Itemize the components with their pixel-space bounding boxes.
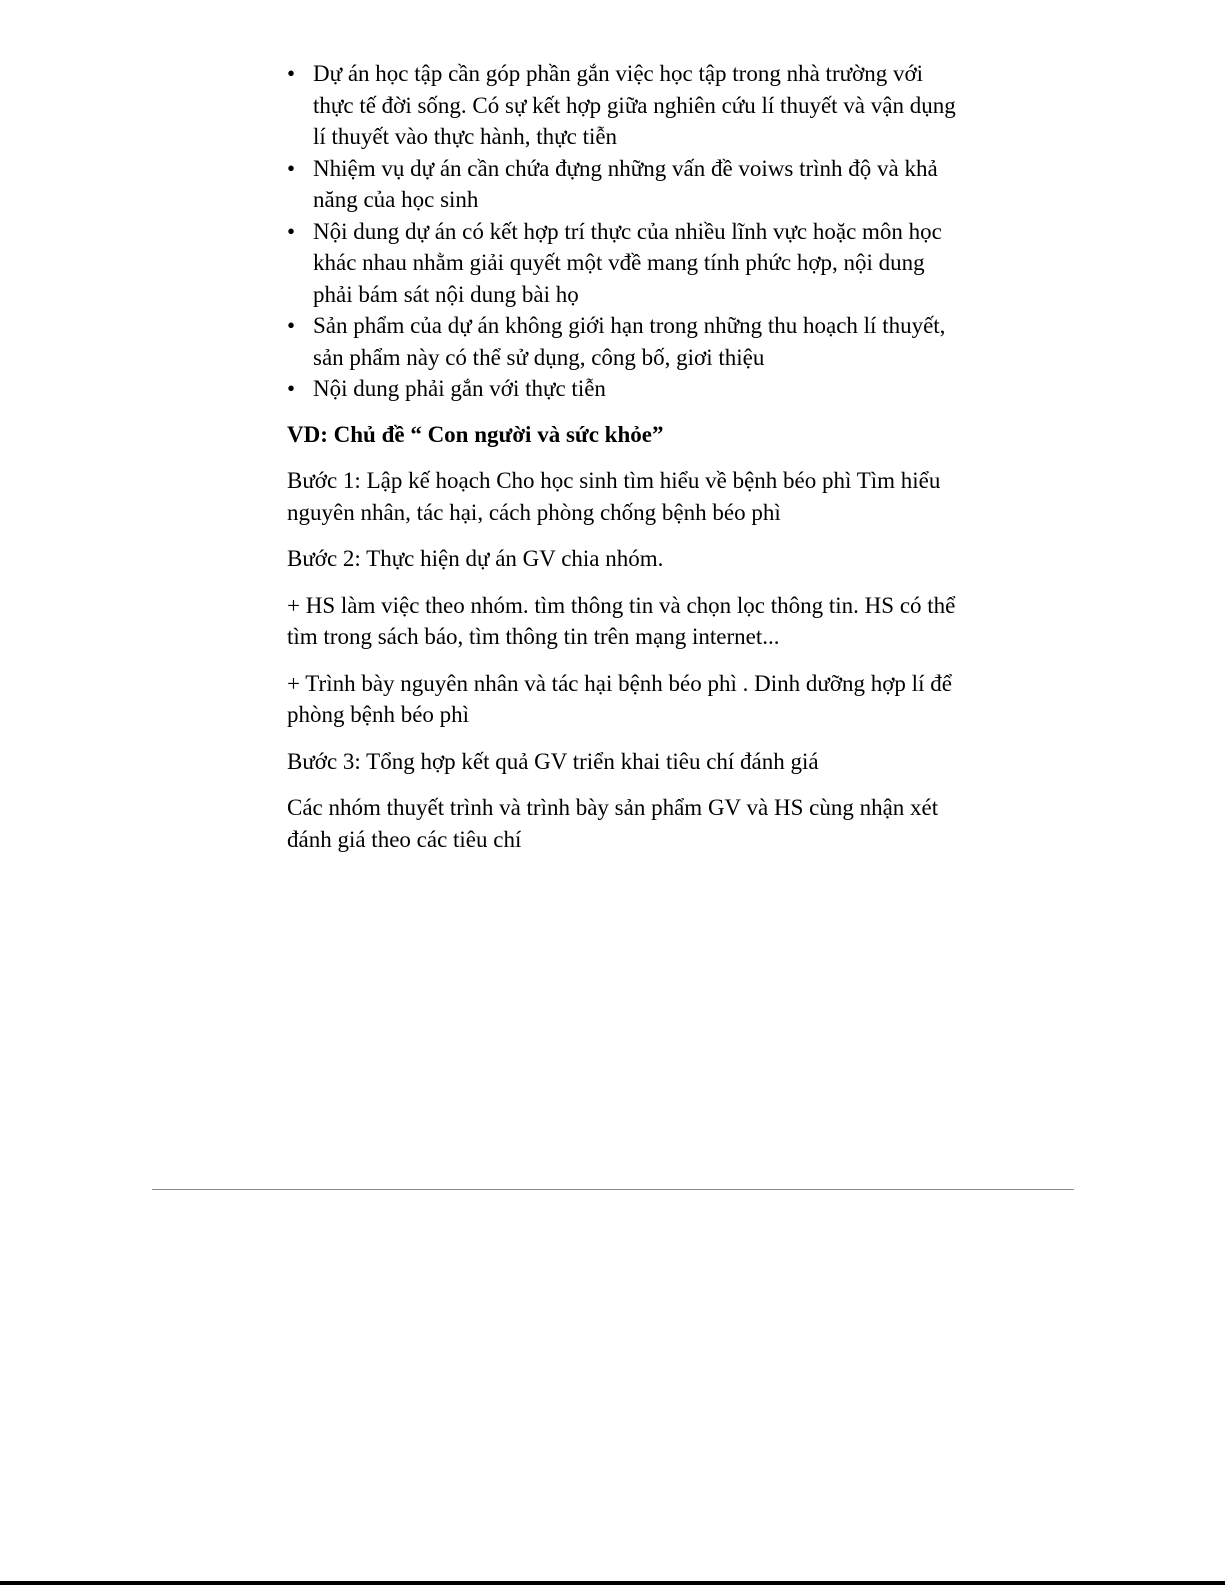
bullet-icon: • bbox=[287, 313, 296, 338]
bullet-icon: • bbox=[287, 61, 296, 86]
group-work-paragraph: + HS làm việc theo nhóm. tìm thông tin và chọn lọc thông tin. HS có thể tìm trong sách báo, tìm thông tin trên mạng internet... bbox=[287, 592, 956, 649]
step-1-paragraph: Bước 1: Lập kế hoạch Cho học sinh tìm hiểu về bệnh béo phì Tìm hiểu nguyên nhân, tác hại, cách phòng chống bệnh béo phì bbox=[287, 468, 941, 525]
step-2-paragraph: Bước 2: Thực hiện dự án GV chia nhóm. bbox=[287, 546, 664, 571]
requirements-list bbox=[287, 58, 967, 405]
list-item bbox=[287, 58, 967, 153]
evaluation-paragraph: Các nhóm thuyết trình và trình bày sản phẩm GV và HS cùng nhận xét đánh giá theo các tiêu chí bbox=[287, 795, 939, 852]
example-heading: VD: Chủ đề “ Con người và sức khỏe” bbox=[287, 421, 664, 447]
list-item-text: Dự án học tập cần góp phần gắn việc học tập trong nhà trường với thực tế đời sống. Có sự kết hợp giữa nghiên cứu lí thuyết và vận dụng lí thuyết vào thực hành, thực tiễn bbox=[313, 61, 956, 149]
footer-divider bbox=[152, 1189, 1074, 1190]
page-bottom-edge bbox=[0, 1581, 1225, 1585]
list-item-text: Nhiệm vụ dự án cần chứa đựng những vấn đề voiws trình độ và khả năng của học sinh bbox=[313, 155, 938, 212]
bullet-icon: • bbox=[287, 218, 296, 244]
list-item bbox=[287, 216, 967, 311]
list-item bbox=[287, 373, 967, 405]
bullet-icon: • bbox=[287, 155, 296, 181]
bullet-icon: • bbox=[287, 376, 296, 401]
list-item-text: Nội dung dự án có kết hợp trí thực của nhiều lĩnh vực hoặc môn học khác nhau nhằm giải quyết một vđề mang tính phức hợp, nội dung phải bám sát nội dung bài họ bbox=[313, 218, 942, 307]
list-item-text: Sản phẩm của dự án không giới hạn trong những thu hoạch lí thuyết, sản phẩm này có thể sử dụng, công bố, giơi thiệu bbox=[313, 313, 946, 370]
step-3-paragraph: Bước 3: Tổng hợp kết quả GV triển khai tiêu chí đánh giá bbox=[287, 748, 819, 774]
list-item bbox=[287, 153, 967, 216]
page-content bbox=[287, 58, 967, 855]
list-item-text: Nội dung phải gắn với thực tiễn bbox=[313, 376, 606, 401]
presentation-paragraph: + Trình bày nguyên nhân và tác hại bệnh béo phì . Dinh dưỡng hợp lí để phòng bệnh béo phì bbox=[287, 670, 952, 727]
list-item bbox=[287, 310, 967, 373]
